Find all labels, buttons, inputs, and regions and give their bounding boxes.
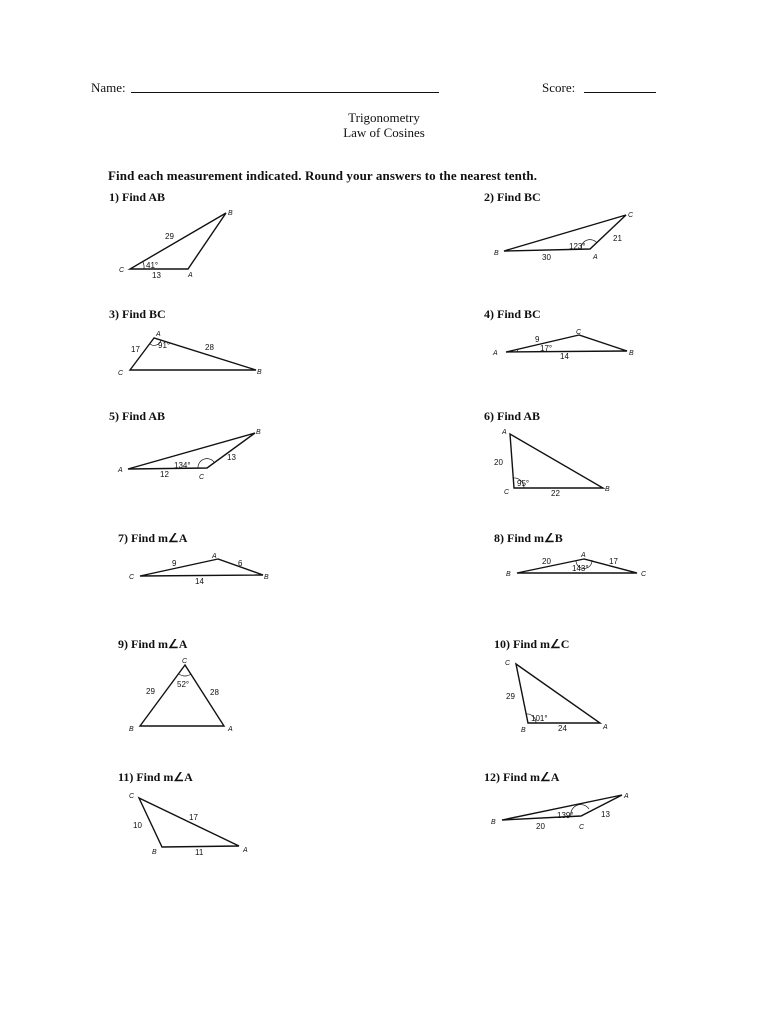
problem-5-angle-c: 134° bbox=[174, 461, 191, 470]
problem-3-side-ac: 17 bbox=[131, 345, 140, 354]
problem-4-vertex-b: B bbox=[629, 350, 634, 357]
problem-12-vertex-c: C bbox=[579, 824, 585, 831]
problem-3-vertex-b: B bbox=[257, 369, 262, 376]
problem-9-angle-c: 52° bbox=[177, 680, 190, 689]
problem-5-side-cb: 13 bbox=[227, 453, 236, 462]
score-label: Score: bbox=[542, 80, 576, 95]
problem-3-label: 3) Find BC bbox=[109, 307, 166, 321]
problem-3-angle-a: 91° bbox=[158, 341, 171, 350]
problem-4-vertex-a: A bbox=[493, 350, 498, 357]
problem-9-label: 9) Find m∠A bbox=[118, 637, 188, 651]
problem-3-triangle bbox=[110, 325, 270, 380]
problem-10-label: 10) Find m∠C bbox=[494, 637, 570, 651]
problem-11-label: 11) Find m∠A bbox=[118, 770, 193, 784]
problem-5-vertex-c: C bbox=[199, 474, 205, 481]
problem-2-label: 2) Find BC bbox=[484, 190, 541, 204]
name-field-line[interactable] bbox=[131, 80, 439, 93]
problem-6-vertex-c: C bbox=[504, 489, 510, 496]
problem-1-side-ca: 13 bbox=[152, 271, 161, 280]
instructions: Find each measurement indicated. Round your answers to the nearest tenth. bbox=[108, 168, 538, 183]
problem-10-angle-b: 101° bbox=[531, 714, 548, 723]
problem-8-angle-a: 143° bbox=[572, 564, 589, 573]
problem-2-side-ba: 30 bbox=[542, 253, 551, 262]
problem-2-vertex-c: C bbox=[628, 212, 634, 219]
problem-6-angle-c: 95° bbox=[517, 479, 530, 488]
problem-5-vertex-a: A bbox=[118, 467, 123, 474]
problem-7-vertex-b: B bbox=[264, 574, 269, 581]
problem-12-vertex-a: A bbox=[624, 793, 629, 800]
problem-1-angle-c: 41° bbox=[146, 261, 159, 270]
worksheet-topic: Law of Cosines bbox=[343, 125, 425, 140]
problem-11-vertex-c: C bbox=[129, 793, 135, 800]
problem-1-side-cb: 29 bbox=[165, 232, 174, 241]
problem-5-triangle bbox=[110, 422, 270, 487]
problem-10-side-ba: 24 bbox=[558, 724, 567, 733]
problem-4-side-ab: 14 bbox=[560, 352, 569, 361]
problem-9-triangle bbox=[120, 652, 250, 742]
problem-5-label: 5) Find AB bbox=[109, 409, 166, 423]
problem-9-vertex-c: C bbox=[182, 658, 188, 665]
problem-10-side-cb: 29 bbox=[506, 692, 515, 701]
problem-2-angle-a: 123° bbox=[569, 242, 586, 251]
problem-11-side-cb: 10 bbox=[133, 821, 142, 830]
problem-1-vertex-c: C bbox=[119, 267, 125, 274]
problem-7-vertex-a: A bbox=[212, 553, 217, 560]
problem-12-side-ca: 13 bbox=[601, 810, 610, 819]
problem-8-vertex-c: C bbox=[641, 571, 647, 578]
problem-7-side-ca: 9 bbox=[172, 559, 177, 568]
problem-2-vertex-b: B bbox=[494, 250, 499, 257]
problem-4-triangle bbox=[485, 322, 645, 367]
problem-11-side-ba: 11 bbox=[195, 848, 204, 857]
problem-4-label: 4) Find BC bbox=[484, 307, 541, 321]
problem-12-angle-c: 139° bbox=[557, 811, 574, 820]
problem-8-vertex-a: A bbox=[581, 552, 586, 559]
problem-3-vertex-c: C bbox=[118, 370, 124, 377]
problem-8-side-ba: 20 bbox=[542, 557, 551, 566]
problem-10-vertex-a: A bbox=[603, 724, 608, 731]
problem-2-vertex-a: A bbox=[593, 254, 598, 261]
problem-1-label: 1) Find AB bbox=[109, 190, 166, 204]
problem-11-side-ca: 17 bbox=[189, 813, 198, 822]
problem-9-vertex-a: A bbox=[228, 726, 233, 733]
problem-3-side-ab: 28 bbox=[205, 343, 214, 352]
problem-2-triangle bbox=[485, 205, 645, 267]
problem-5-vertex-b: B bbox=[256, 429, 261, 436]
problem-12-side-bc: 20 bbox=[536, 822, 545, 831]
problem-10-triangle bbox=[497, 652, 627, 737]
problem-4-angle-a: 17° bbox=[540, 344, 553, 353]
problem-8-vertex-b: B bbox=[506, 571, 511, 578]
problem-2-side-ac: 21 bbox=[613, 234, 622, 243]
problem-1-vertex-a: A bbox=[188, 272, 193, 279]
problem-6-side-ac: 20 bbox=[494, 458, 503, 467]
problem-4-side-ac: 9 bbox=[535, 335, 540, 344]
problem-7-label: 7) Find m∠A bbox=[118, 531, 188, 545]
problem-12-triangle bbox=[485, 785, 645, 840]
problem-4-vertex-c: C bbox=[576, 329, 582, 336]
problem-7-vertex-c: C bbox=[129, 574, 135, 581]
problem-10-vertex-b: B bbox=[521, 727, 526, 734]
name-label: Name: bbox=[91, 80, 126, 95]
problem-6-vertex-a: A bbox=[502, 429, 507, 436]
problem-10-vertex-c: C bbox=[505, 660, 511, 667]
worksheet-subject: Trigonometry bbox=[348, 110, 420, 125]
problem-7-triangle bbox=[120, 545, 280, 590]
problem-12-label: 12) Find m∠A bbox=[484, 770, 560, 784]
problem-6-vertex-b: B bbox=[605, 486, 610, 493]
problem-1-triangle bbox=[110, 205, 250, 285]
problem-7-side-cb: 14 bbox=[195, 577, 204, 586]
problem-8-label: 8) Find m∠B bbox=[494, 531, 563, 545]
problem-3-vertex-a: A bbox=[156, 331, 161, 338]
problem-9-side-ca: 28 bbox=[210, 688, 219, 697]
score-field-line[interactable] bbox=[584, 80, 656, 93]
problem-6-triangle bbox=[485, 424, 625, 499]
problem-7-side-ab: 6 bbox=[238, 559, 243, 568]
problem-11-triangle bbox=[120, 785, 260, 860]
problem-5-side-ac: 12 bbox=[160, 470, 169, 479]
problem-11-vertex-a: A bbox=[243, 847, 248, 854]
problem-12-vertex-b: B bbox=[491, 819, 496, 826]
problem-6-label: 6) Find AB bbox=[484, 409, 541, 423]
problem-6-side-cb: 22 bbox=[551, 489, 560, 498]
problem-1-vertex-b: B bbox=[228, 210, 233, 217]
problem-8-triangle bbox=[498, 545, 663, 585]
problem-8-side-ac: 17 bbox=[609, 557, 618, 566]
problem-9-vertex-b: B bbox=[129, 726, 134, 733]
problem-9-side-cb: 29 bbox=[146, 687, 155, 696]
problem-11-vertex-b: B bbox=[152, 849, 157, 856]
